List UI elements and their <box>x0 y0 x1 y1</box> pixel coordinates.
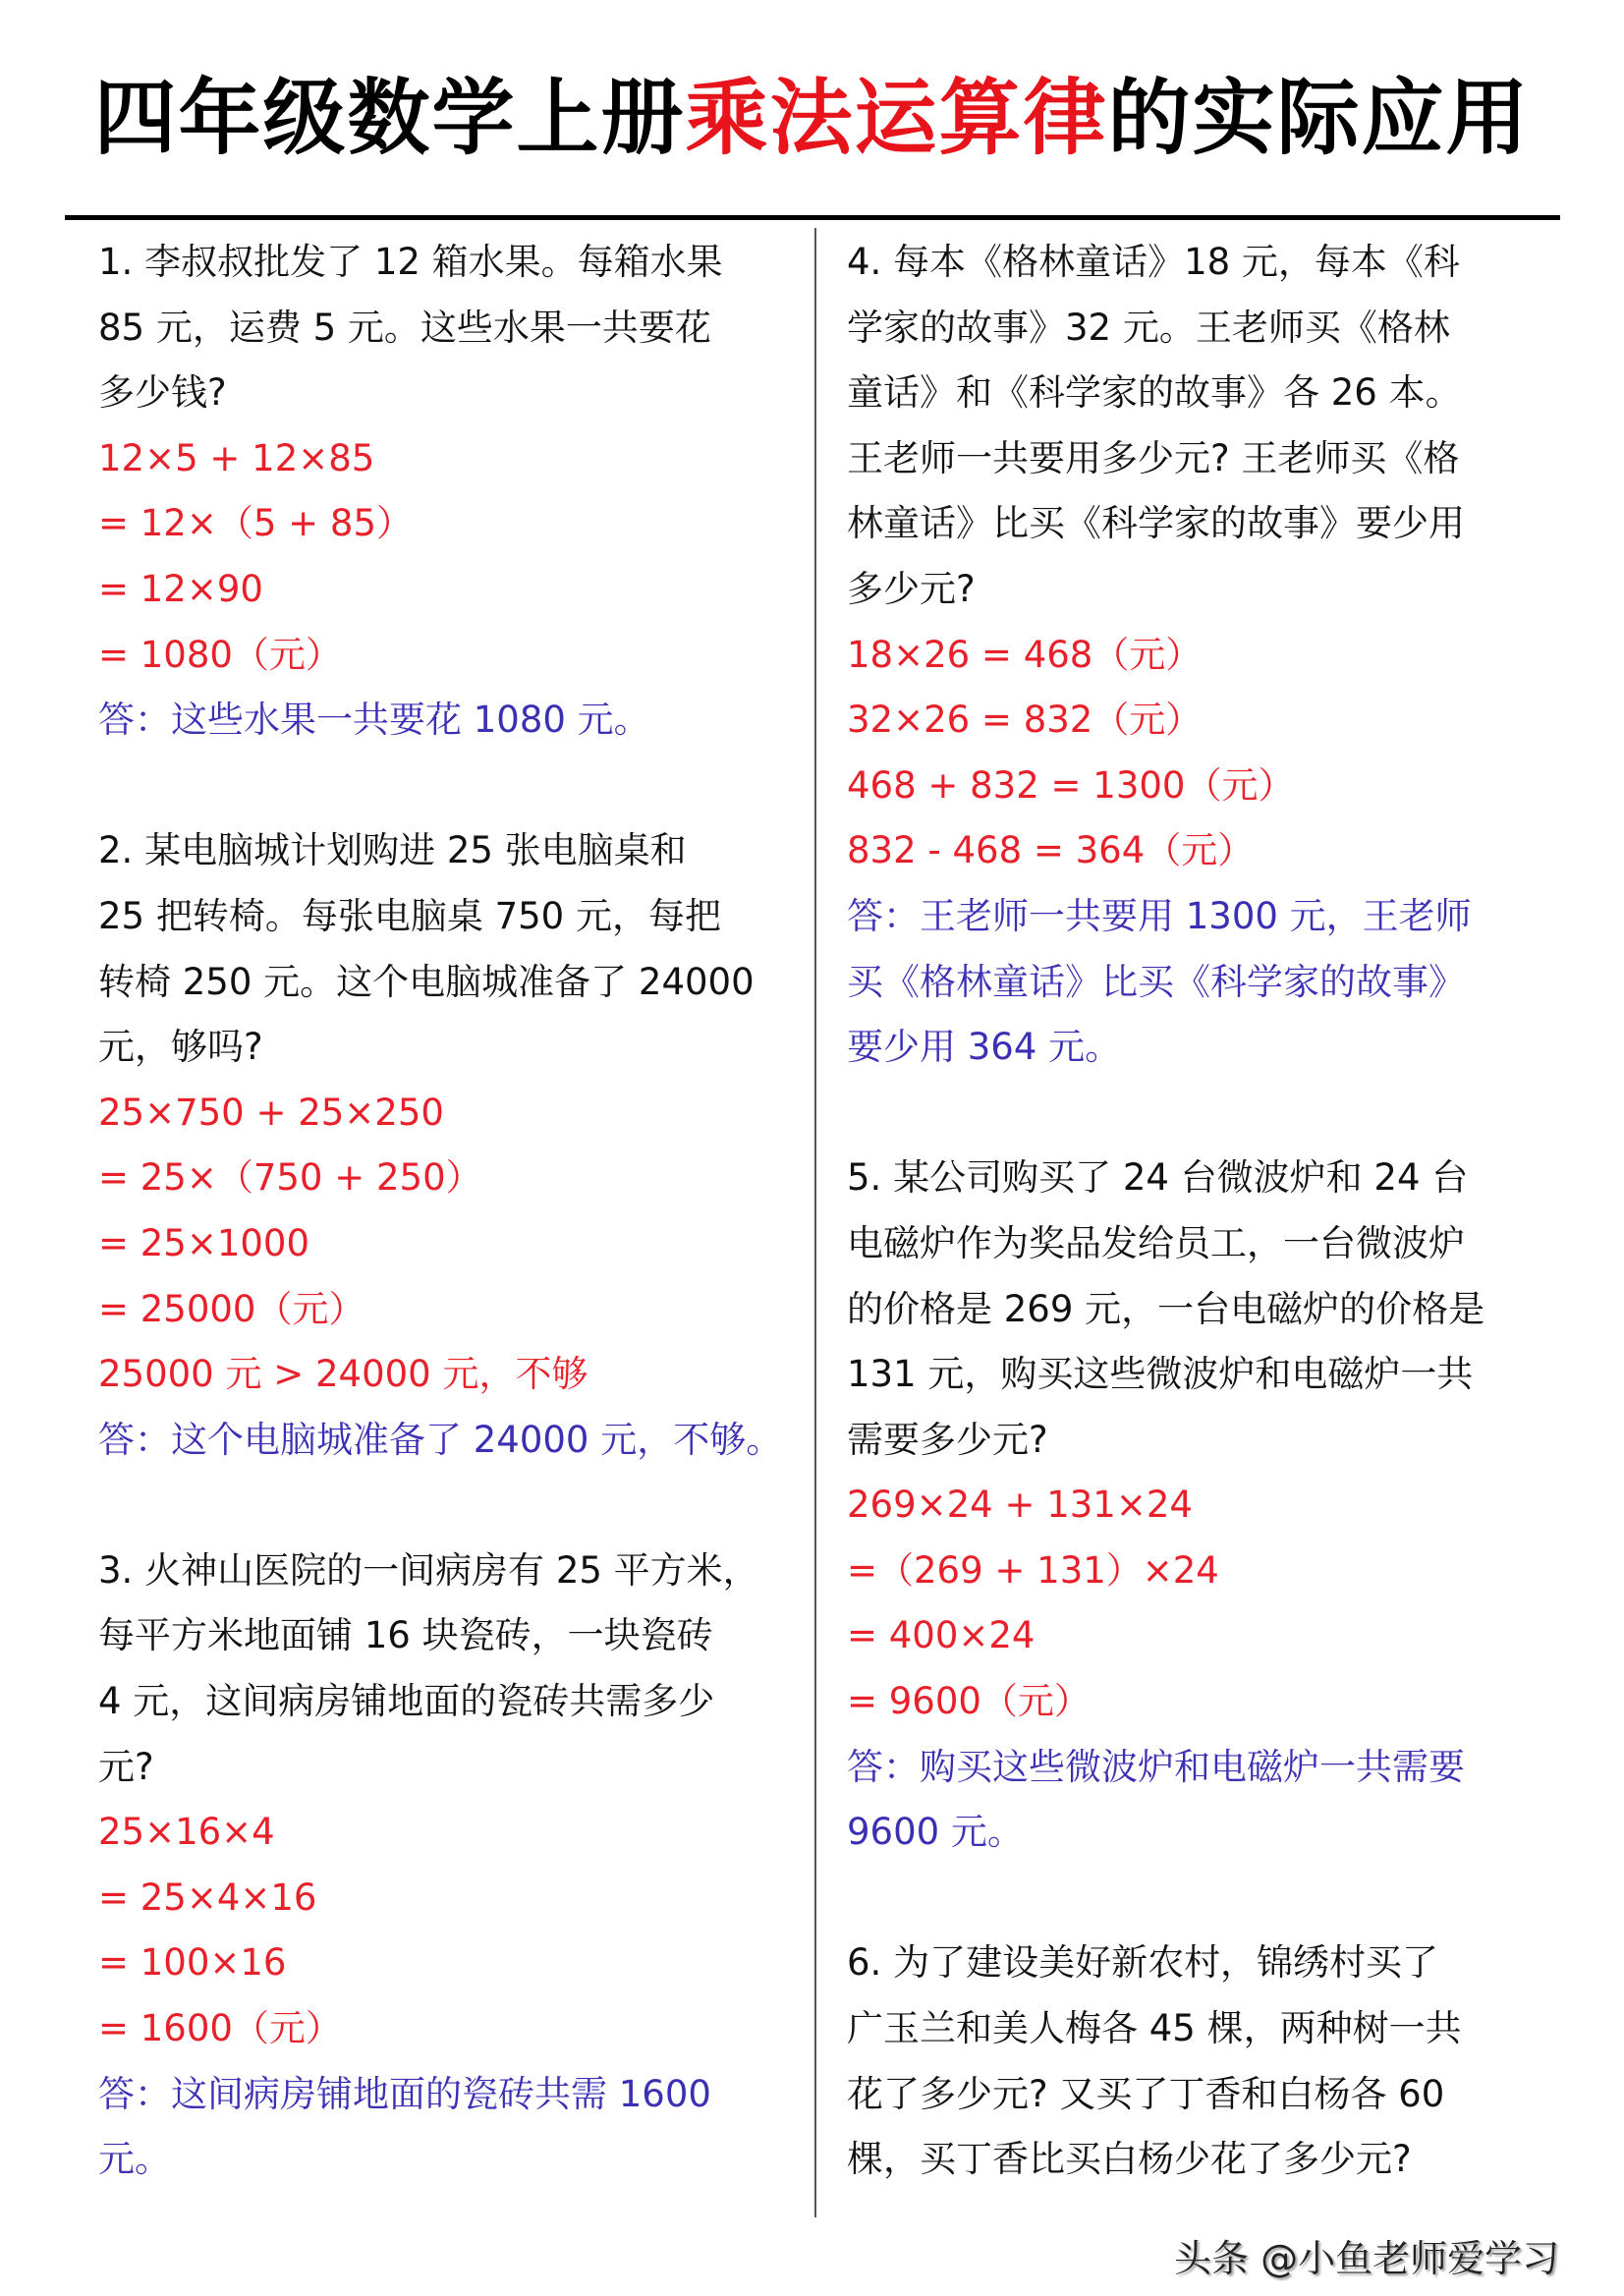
calculation-line: 468 + 832 = 1300（元） <box>847 763 1295 807</box>
question-line: 多少钱? <box>98 371 227 415</box>
question-line: 花了多少元? 又买了丁香和白杨各 60 <box>847 2072 1445 2115</box>
question-line: 元，够吗? <box>98 1026 263 1069</box>
question-line: 的价格是 269 元，一台电磁炉的价格是 <box>847 1287 1485 1330</box>
problem <box>98 1539 806 2193</box>
problem <box>98 818 806 1473</box>
answer-line: 答：购买这些微波炉和电磁炉一共需要 <box>847 1745 1465 1788</box>
question-line: 电磁炉作为奖品发给员工，一台微波炉 <box>847 1221 1465 1264</box>
right-column <box>847 230 1554 2193</box>
calculation-line: 832 - 468 = 364（元） <box>847 829 1255 872</box>
calculation-line: 25×750 + 25×250 <box>98 1091 444 1134</box>
title-part-2: 的实际应用 <box>1107 70 1531 166</box>
question-line: 棵，买丁香比买白杨少花了多少元? <box>847 2138 1412 2181</box>
answer-line: 买《格林童话》比买《科学家的故事》 <box>847 960 1465 1003</box>
question-line: 童话》和《科学家的故事》各 26 本。 <box>847 371 1462 415</box>
question-line: 6. 为了建设美好新农村，锦绣村买了 <box>847 1941 1439 1985</box>
title-rule <box>65 215 1560 220</box>
calculation-line: 269×24 + 131×24 <box>847 1484 1193 1527</box>
answer-line: 答：这间病房铺地面的瓷砖共需 1600 <box>98 2072 711 2115</box>
calculation-line: 25000 元 > 24000 元，不够 <box>98 1353 588 1396</box>
calculation-line: = 25000（元） <box>98 1287 365 1330</box>
calculation-line: = 1080（元） <box>98 633 342 676</box>
title-highlight: 乘法运算律 <box>685 70 1108 166</box>
calculation-line: =（269 + 131）×24 <box>847 1548 1219 1592</box>
question-line: 林童话》比买《科学家的故事》要少用 <box>847 502 1465 545</box>
calculation-line: 25×16×4 <box>98 1811 275 1854</box>
problem <box>847 230 1554 1081</box>
answer-line: 9600 元。 <box>847 1811 1024 1854</box>
question-line: 3. 火神山医院的一间病房有 25 平方米， <box>98 1548 759 1592</box>
calculation-line: 32×26 = 832（元） <box>847 699 1203 742</box>
spacer <box>98 754 806 819</box>
question-line: 4 元，这间病房铺地面的瓷砖共需多少 <box>98 1680 715 1723</box>
question-line: 4. 每本《格林童话》18 元，每本《科 <box>847 241 1460 283</box>
calculation-line: 18×26 = 468（元） <box>847 633 1203 676</box>
calculation-line: = 100×16 <box>98 1941 287 1985</box>
answer-line: 元。 <box>98 2138 171 2181</box>
calculation-line: = 1600（元） <box>98 2007 342 2050</box>
question-line: 85 元，运费 5 元。这些水果一共要花 <box>98 306 711 349</box>
answer-line: 答：这个电脑城准备了 24000 元，不够。 <box>98 1418 783 1461</box>
left-column <box>98 230 806 2193</box>
question-line: 每平方米地面铺 16 块瓷砖，一块瓷砖 <box>98 1614 713 1657</box>
question-line: 广玉兰和美人梅各 45 棵，两种树一共 <box>847 2007 1462 2050</box>
title-part-1: 四年级数学上册 <box>93 70 686 166</box>
problem <box>98 230 806 754</box>
calculation-line: = 12×90 <box>98 567 263 610</box>
question-line: 5. 某公司购买了 24 台微波炉和 24 台 <box>847 1156 1469 1200</box>
question-line: 多少元? <box>847 567 976 610</box>
question-line: 25 把转椅。每张电脑桌 750 元，每把 <box>98 894 721 937</box>
question-line: 转椅 250 元。这个电脑城准备了 24000 <box>98 960 755 1003</box>
spacer <box>847 1081 1554 1147</box>
page-title <box>0 69 1624 167</box>
question-line: 元? <box>98 1745 154 1788</box>
question-line: 1. 李叔叔批发了 12 箱水果。每箱水果 <box>98 241 723 283</box>
question-line: 需要多少元? <box>847 1418 1048 1461</box>
calculation-line: = 12×（5 + 85） <box>98 502 413 545</box>
calculation-line: = 25×4×16 <box>98 1876 317 1919</box>
calculation-line: = 9600（元） <box>847 1680 1091 1723</box>
calculation-line: = 25×（750 + 250） <box>98 1156 482 1200</box>
answer-line: 答：王老师一共要用 1300 元，王老师 <box>847 894 1472 937</box>
spacer <box>847 1866 1554 1932</box>
question-line: 2. 某电脑城计划购进 25 张电脑桌和 <box>98 829 687 872</box>
question-line: 131 元，购买这些微波炉和电磁炉一共 <box>847 1353 1474 1396</box>
answer-line: 要少用 364 元。 <box>847 1026 1122 1069</box>
calculation-line: 12×5 + 12×85 <box>98 436 375 479</box>
problem <box>847 1931 1554 2192</box>
calculation-line: = 25×1000 <box>98 1221 310 1264</box>
answer-line: 答：这些水果一共要花 1080 元。 <box>98 699 650 742</box>
question-line: 学家的故事》32 元。王老师买《格林 <box>847 306 1450 349</box>
watermark: 头条 @小鱼老师爱学习 <box>1174 2237 1560 2280</box>
calculation-line: = 400×24 <box>847 1614 1036 1657</box>
spacer <box>98 1473 806 1539</box>
question-line: 王老师一共要用多少元? 王老师买《格 <box>847 436 1460 479</box>
column-divider <box>814 228 816 2217</box>
problem <box>847 1146 1554 1866</box>
